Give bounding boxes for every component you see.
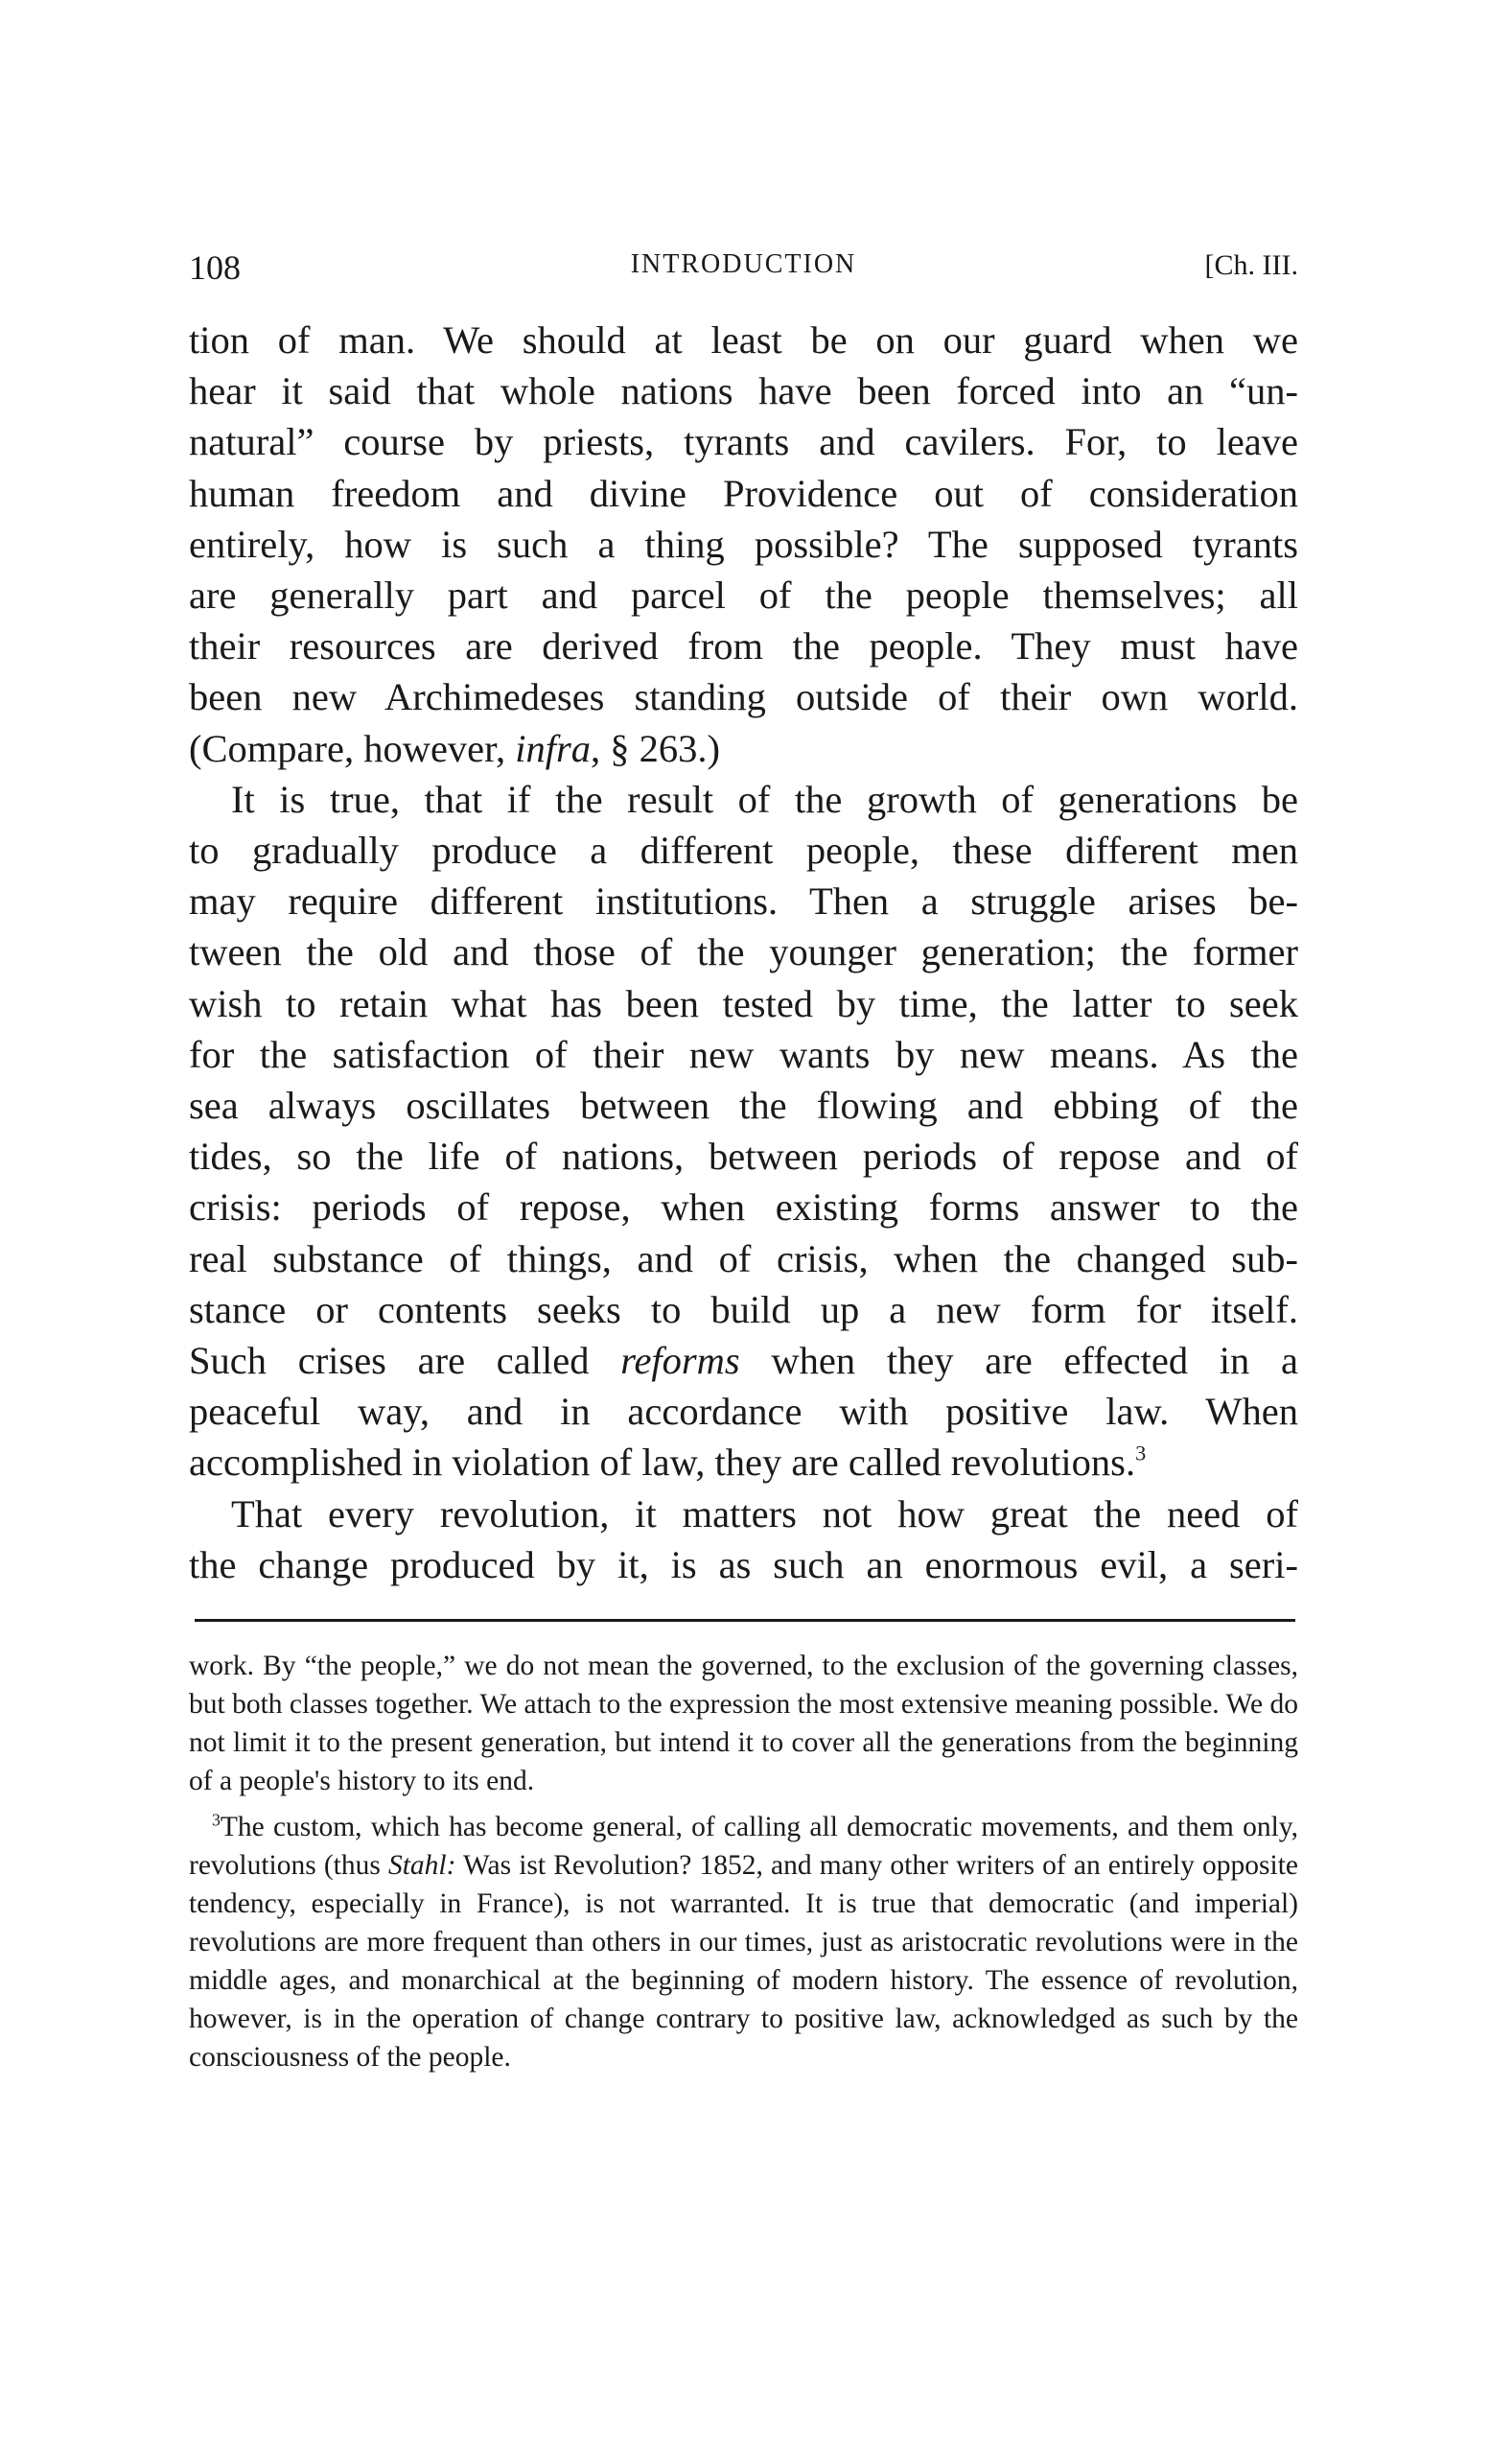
- paragraph-3: [189, 1488, 1298, 1590]
- text-line: It is true, that if the result of the growth of generations be: [231, 777, 1298, 821]
- text-fragment: Such crises are called: [189, 1339, 621, 1383]
- text-line: human freedom and divine Providence out of consideration: [189, 471, 1298, 515]
- text-line: the change produced by it, is as such an enormous evil, a seri-: [189, 1542, 1298, 1586]
- text-line: entirely, how is such a thing possible? The supposed tyrants: [189, 522, 1298, 566]
- text-line: tween the old and those of the younger generation; the former: [189, 930, 1298, 974]
- text-line: [189, 1335, 1298, 1386]
- text-line: for the satisfaction of their new wants by new means. As the: [189, 1032, 1298, 1076]
- text-line: peaceful way, and in accordance with positive law. When: [189, 1390, 1298, 1434]
- body-text: [189, 315, 1298, 1590]
- text-line: to gradually produce a different people, these different men: [189, 829, 1298, 873]
- text-line: crisis: periods of repose, when existing forms answer to the: [189, 1185, 1298, 1230]
- footnote-text: The custom, which has become general, of calling all democratic movements, and them only, revolutions (thus: [189, 1812, 1298, 1882]
- paragraph-2: [189, 774, 1298, 1488]
- footnote-text: Was ist Revolution? 1852, and many other writers of an entirely opposite tendency, especially in France), is not warranted. It is true that democratic (and imperial) revolutions are more frequent than others in our times, just as aristocratic revolutions were in the middle ages, and monarchical at the beginning of modern history. The essence of revolution, however, is in the operation of change contrary to positive law, acknowledged as such by the consciousness of the people.: [189, 1850, 1298, 2074]
- text-line: sea always oscillates between the flowing and ebbing of the: [189, 1084, 1298, 1128]
- text-fragment: (Compare, however,: [189, 726, 516, 770]
- footnote-3: [189, 1808, 1298, 2076]
- page-number: 108: [189, 248, 241, 287]
- text-line: their resources are derived from the people. They must have: [189, 624, 1298, 668]
- text-line: [189, 1437, 1298, 1488]
- text-line: That every revolution, it matters not how great the need of: [231, 1491, 1298, 1535]
- footnotes: [189, 1647, 1298, 2076]
- running-head: [189, 247, 1298, 295]
- book-page: [189, 247, 1298, 2084]
- text-fragment: , § 263.): [591, 726, 721, 770]
- text-line: wish to retain what has been tested by time, the latter to seek: [189, 981, 1298, 1025]
- text-line: natural” course by priests, tyrants and cavilers. For, to leave: [189, 420, 1298, 464]
- text-line: are generally part and parcel of the people themselves; all: [189, 574, 1298, 618]
- text-line: may require different institutions. Then a struggle arises be-: [189, 879, 1298, 924]
- text-line: been new Archimedeses standing outside of their own world.: [189, 675, 1298, 719]
- text-fragment: when they are effected in a: [739, 1339, 1298, 1383]
- text-line: hear it said that whole nations have been forced into an “un-: [189, 369, 1298, 413]
- text-line: [189, 723, 1298, 774]
- text-line: tides, so the life of nations, between periods of repose and of: [189, 1135, 1298, 1179]
- italic-term: reforms: [620, 1339, 740, 1383]
- running-title: INTRODUCTION: [630, 249, 857, 279]
- italic-reference: infra: [515, 726, 592, 770]
- text-line: stance or contents seeks to build up a new form for itself.: [189, 1287, 1298, 1331]
- footnote-reference[interactable]: 3: [1135, 1441, 1147, 1465]
- text-line: tion of man. We should at least be on our guard when we: [189, 318, 1298, 362]
- text-fragment: accomplished in violation of law, they are called revolutions.: [189, 1441, 1136, 1485]
- paragraph-1: [189, 315, 1298, 774]
- footnote-divider: [195, 1619, 1295, 1622]
- footnote-italic-citation: Stahl:: [387, 1850, 456, 1882]
- footnote-mark: 3: [212, 1810, 221, 1830]
- text-line: real substance of things, and of crisis, when the changed sub-: [189, 1236, 1298, 1280]
- chapter-label: [Ch. III.: [1204, 249, 1298, 281]
- footnote-continued: work. By “the people,” we do not mean the governed, to the exclusion of the governing classes, but both classes together. We attach to the expression the most extensive meaning possible. We do not limit it to the present generation, but intend it to cover all the generations from the beginning of a people's history to its end.: [189, 1651, 1298, 1797]
